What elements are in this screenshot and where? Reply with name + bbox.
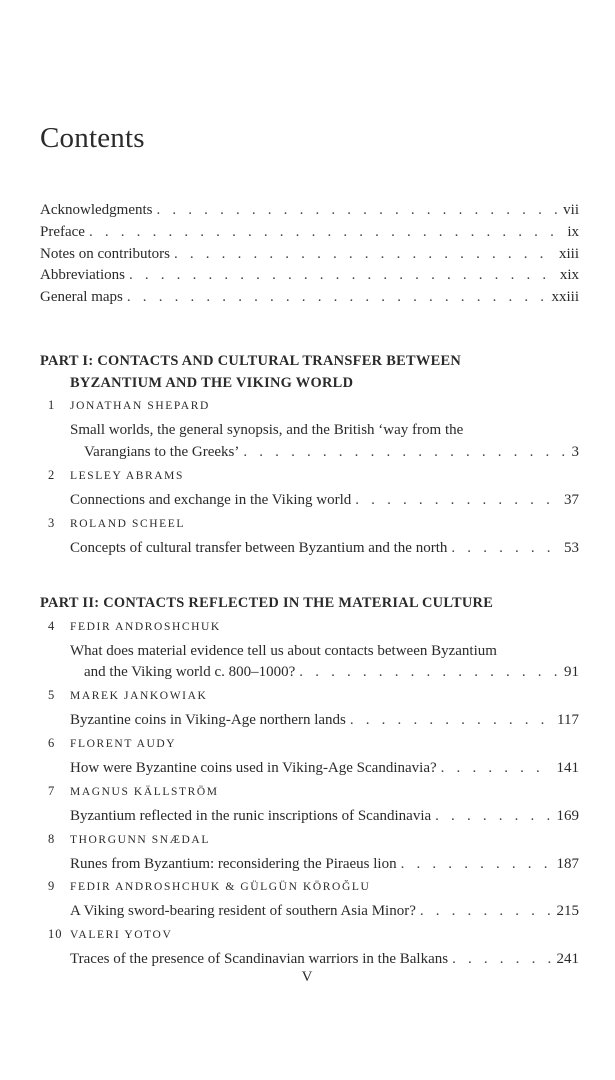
toc-entry-title: Acknowledgments bbox=[40, 202, 153, 218]
toc-entry-page: ix bbox=[567, 223, 579, 240]
chapter-number: 3 bbox=[48, 515, 56, 530]
chapter-title: Traces of the presence of Scandinavian warriors in the Balkans bbox=[70, 951, 449, 968]
part-heading bbox=[40, 351, 579, 394]
dot-leader bbox=[127, 287, 548, 309]
chapter-number: 7 bbox=[48, 783, 56, 798]
toc-entry-page: xiii bbox=[558, 245, 579, 262]
dot-leader bbox=[435, 806, 552, 828]
chapter-author: LESLEY ABRAMS bbox=[70, 469, 184, 482]
chapter-entry[interactable] bbox=[40, 688, 579, 732]
chapter-title: Concepts of cultural transfer between Byzantium and the north bbox=[70, 539, 448, 556]
dot-leader bbox=[243, 442, 567, 464]
chapter-title: What does material evidence tell us about contacts between Byzantium bbox=[70, 642, 497, 659]
toc-entry-contributors[interactable] bbox=[40, 244, 579, 266]
chapter-author: MAREK JANKOWIAK bbox=[70, 690, 208, 703]
chapter-title: Byzantine coins in Viking-Age northern lands bbox=[70, 712, 346, 729]
page-folio: V bbox=[301, 969, 314, 985]
dot-leader bbox=[401, 854, 553, 876]
dot-leader bbox=[451, 538, 560, 560]
chapter-number: 9 bbox=[48, 879, 56, 894]
chapter-title: Varangians to the Greeks’ bbox=[84, 443, 240, 460]
toc-entry-title: Preface bbox=[40, 223, 85, 240]
chapter-number: 1 bbox=[48, 398, 56, 413]
chapter-title: and the Viking world c. 800–1000? bbox=[84, 664, 296, 681]
toc-entry-title: Abbreviations bbox=[40, 267, 125, 284]
chapter-page: 117 bbox=[557, 712, 579, 729]
dot-leader bbox=[174, 244, 555, 266]
part-heading-line: PART II: CONTACTS REFLECTED IN THE MATERIAL CULTURE bbox=[40, 595, 494, 611]
chapter-entry[interactable] bbox=[40, 879, 579, 923]
chapter-entry[interactable] bbox=[40, 784, 579, 828]
chapter-number: 10 bbox=[48, 927, 63, 942]
chapter-author: THORGUNN SNÆDAL bbox=[70, 833, 210, 846]
chapter-page: 215 bbox=[556, 903, 579, 920]
chapter-number: 4 bbox=[48, 618, 56, 633]
chapter-author: MAGNUS KÄLLSTRÖM bbox=[70, 785, 219, 798]
toc-entry-abbreviations[interactable] bbox=[40, 265, 579, 287]
chapter-title: Connections and exchange in the Viking world bbox=[70, 491, 352, 508]
dot-leader bbox=[420, 901, 553, 923]
dot-leader bbox=[89, 222, 563, 244]
chapter-entry[interactable] bbox=[40, 468, 579, 512]
front-matter-list bbox=[40, 200, 579, 309]
chapter-title: Small worlds, the general synopsis, and the British ‘way from the bbox=[70, 422, 464, 439]
chapter-author: JONATHAN SHEPARD bbox=[70, 400, 210, 413]
dot-leader bbox=[441, 758, 553, 780]
part-one bbox=[40, 351, 579, 559]
chapter-author: FEDIR ANDROSHCHUK bbox=[70, 620, 221, 633]
toc-entry-page: xix bbox=[559, 267, 579, 284]
dot-leader bbox=[452, 949, 552, 971]
toc-entry-title: Notes on contributors bbox=[40, 245, 170, 262]
page-title: Contents bbox=[40, 122, 145, 154]
chapter-title: How were Byzantine coins used in Viking-Age Scandinavia? bbox=[70, 759, 437, 776]
chapter-page: 91 bbox=[564, 664, 579, 681]
chapter-page: 141 bbox=[556, 759, 579, 776]
chapter-number: 6 bbox=[48, 735, 56, 750]
chapter-page: 37 bbox=[564, 491, 579, 508]
dot-leader bbox=[156, 200, 559, 222]
chapter-entry[interactable] bbox=[40, 832, 579, 876]
part-heading-line: PART I: CONTACTS AND CULTURAL TRANSFER BETWEEN bbox=[40, 353, 462, 369]
chapter-entry[interactable] bbox=[40, 398, 579, 464]
chapter-entry[interactable] bbox=[40, 927, 579, 971]
chapter-title: Runes from Byzantium: reconsidering the Piraeus lion bbox=[70, 855, 397, 872]
toc-entry-preface[interactable] bbox=[40, 222, 579, 244]
chapter-number: 2 bbox=[48, 467, 56, 482]
chapter-page: 3 bbox=[571, 443, 579, 460]
chapter-page: 169 bbox=[556, 807, 579, 824]
chapter-entry[interactable] bbox=[40, 619, 579, 685]
dot-leader bbox=[350, 710, 553, 732]
chapter-title: A Viking sword-bearing resident of southern Asia Minor? bbox=[70, 903, 416, 920]
chapter-page: 53 bbox=[564, 539, 579, 556]
chapter-author: VALERI YOTOV bbox=[70, 929, 173, 942]
chapter-author: FEDIR ANDROSHCHUK & GÜLGÜN KÖROĞLU bbox=[70, 881, 371, 894]
chapter-number: 5 bbox=[48, 688, 56, 703]
toc-entry-general-maps[interactable] bbox=[40, 287, 579, 309]
dot-leader bbox=[355, 490, 560, 512]
chapter-entry[interactable] bbox=[40, 516, 579, 560]
chapter-page: 241 bbox=[556, 951, 579, 968]
part-two bbox=[40, 593, 579, 971]
dot-leader bbox=[299, 662, 560, 684]
chapter-entry[interactable] bbox=[40, 736, 579, 780]
chapter-number: 8 bbox=[48, 831, 56, 846]
toc-entry-page: vii bbox=[563, 202, 579, 218]
toc-entry-page: xxiii bbox=[551, 289, 579, 306]
dot-leader bbox=[129, 265, 556, 287]
part-heading bbox=[40, 593, 579, 615]
part-heading-line: BYZANTIUM AND THE VIKING WORLD bbox=[70, 374, 354, 391]
chapter-page: 187 bbox=[556, 855, 579, 872]
chapter-author: ROLAND SCHEEL bbox=[70, 517, 186, 530]
toc-entry-title: General maps bbox=[40, 289, 123, 306]
chapter-title: Byzantium reflected in the runic inscriptions of Scandinavia bbox=[70, 807, 432, 824]
chapter-author: FLORENT AUDY bbox=[70, 737, 177, 750]
toc-entry-acknowledgments[interactable] bbox=[40, 200, 579, 222]
